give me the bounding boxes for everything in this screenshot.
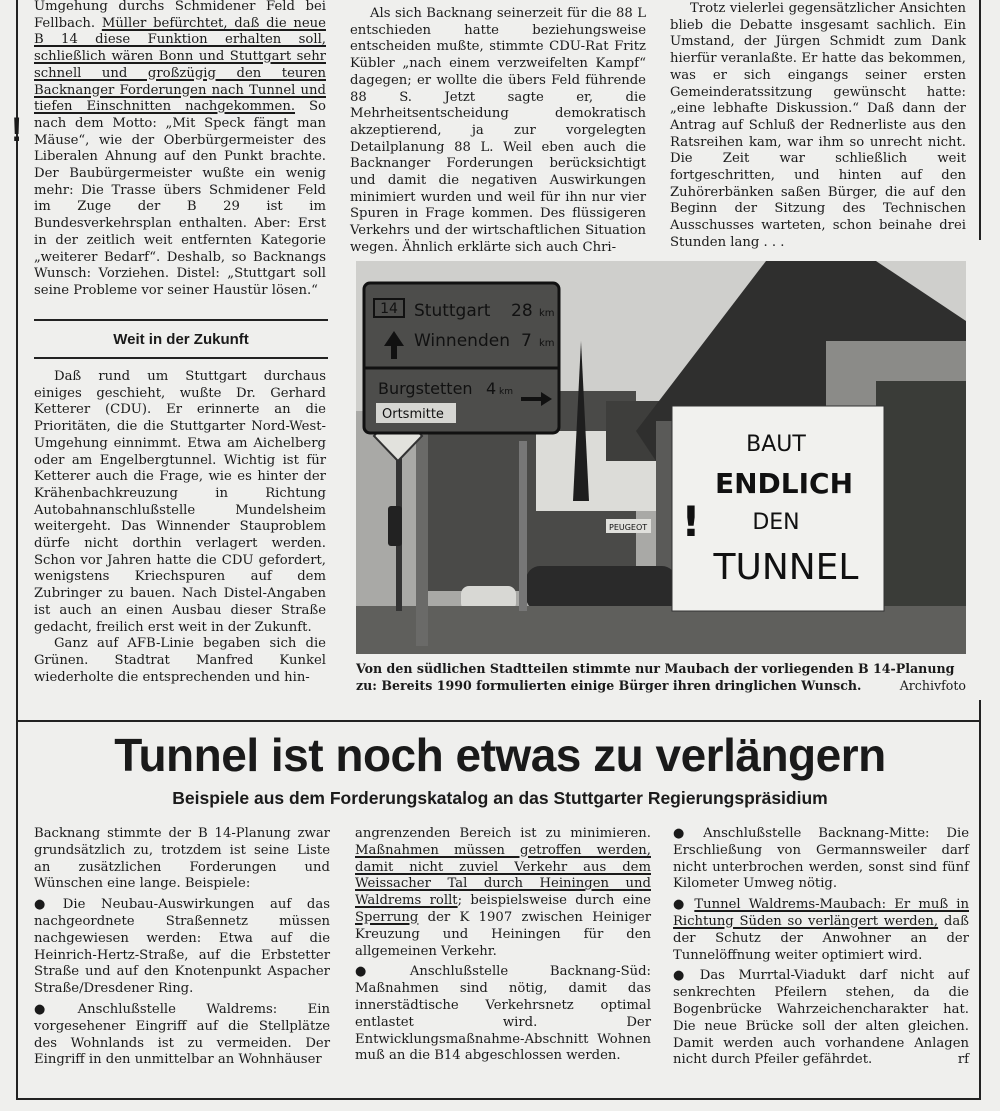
- sign-destination-3: Burgstetten: [378, 379, 473, 398]
- box-headline: Tunnel ist noch etwas zu verlängern: [114, 729, 886, 781]
- list-item: ● Das Murrtal-Viadukt darf nicht auf senkrechten Pfeilern stehen, da die Bogenbrücke Wahrzeichencharakter hat. Die neue Brücke soll der alten gleichen. Damit werden auch vorhandene Anlagen nicht durch Pfeiler gefährdet.: [673, 968, 969, 1069]
- sign-destination-1: Stuttgart: [414, 301, 491, 321]
- list-item: [673, 897, 969, 964]
- right-column-rule: [979, 0, 981, 240]
- underlined-word: Sperrung: [355, 909, 419, 925]
- article-column-1-continued: [34, 369, 326, 686]
- route-number: 14: [380, 301, 398, 317]
- paragraph: Backnang stimmte der B 14-Planung zwar grundsätzlich zu, trotzdem ist seine Liste an zusätzlichen Forderungen und Wünschen eine lange. Beispiele:: [34, 826, 330, 892]
- author-signature: rf: [957, 1052, 969, 1068]
- paragraph: Daß rund um Stuttgart durchaus einiges geschieht, wußte Dr. Gerhard Ketterer (CDU). Er erinnerte an die Prioritäten, die die Stuttgarter Nord-West-Umgehung einnimmt. Etwa am Aichelberg oder am Engelbergtunnel. Wichtig ist für Ketterer auch die Frage, wie es hinter der Krähenbachkreuzung in Richtung Autobahnanschlußstelle Mundelsheim weitergeht. Das Winnender Stauproblem dürfe nicht dorthin verlagert werden. Schon vor Jahren hatte die CDU gefordert, wenigstens Kriechspuren auf dem Zubringer zu bauen. Nach Distel-Angaben ist auch an einen Ausbau dieser Straße gedacht, freilich erst weit in der Zukunft.: [34, 369, 326, 635]
- text: So nach dem Motto: „Mit Speck fängt man Mäuse“, wie der Oberbürgermeister des Liberalen Ahnung auf den Punkt brachte. Der Baubürgermeister wußte ein wenig mehr: Die Trasse übers Schmidener Feld im Zuge der B 29 ist im Bundesverkehrsplan enthalten. Aber: Erst in der zeitlich weit entfernten Kategorie „weiterer Bedarf“. Deshalb, so Backnangs Wunsch: Vorziehen. Distel: „Stuttgart soll seine Probleme vor seiner Haustür lösen.“: [34, 99, 326, 298]
- shop-sign: PEUGEOT: [609, 523, 648, 532]
- underlined-passage: Tunnel Waldrems-Maubach: Er muß in Richtung Süden so verlängert werden,: [673, 897, 970, 929]
- exclamation-mark-icon: !: [681, 497, 701, 546]
- caption-text: Von den südlichen Stadtteilen stimmte nur Maubach der vorliegenden B 14-Planung zu: Bereits 1990 formulierten einige Bürger ihren dringlichen Wunsch.: [356, 661, 955, 693]
- subheading-rule-bottom: [34, 357, 328, 359]
- article-column-2: [350, 6, 646, 257]
- sign-unit-3: km: [499, 387, 513, 397]
- protest-line-1: BAUT: [746, 432, 806, 457]
- sign-unit-1: km: [539, 308, 555, 319]
- paragraph: Als sich Backnang seinerzeit für die 88 L entschieden hatte beziehungsweise entscheiden mußte, stimmte CDU-Rat Fritz Kübler „nach einem verzweifelten Kampf“ dagegen; er wollte die übers Feld führende 88 S. Jetzt sagte er, die Mehrheitsentscheidung demokratisch akzeptierend, ja zur vorgelegten Detailplanung 88 L. Weil eben auch die Backnanger Forderungen berücksichtigt und damit die negativen Auswirkungen minimiert wurden und weil für ihn nur vier Spuren in Frage kommen. Des flüssigeren Verkehrs und der wirtschaftlichen Situation wegen. Ähnlich erklärte sich auch Chri-: [350, 6, 646, 255]
- protest-line-4: TUNNEL: [713, 547, 859, 588]
- photo-caption: [356, 660, 966, 694]
- article-column-3: [670, 1, 966, 252]
- sign-destination-2: Winnenden: [414, 331, 510, 351]
- left-column-rule: [16, 0, 18, 720]
- subheading-rule-top: [34, 319, 328, 321]
- subheading: Weit in der Zukunft: [113, 331, 249, 348]
- box-column-1: [34, 826, 330, 1073]
- text: angrenzenden Bereich ist zu minimieren.: [355, 826, 651, 841]
- text: der K 1907 zwischen Heiniger Kreuzung und Heiningen für den allgemeinen Verkehr.: [355, 909, 651, 959]
- sign-distance-1: 28: [511, 301, 533, 321]
- list-item: ● Die Neubau-Auswirkungen auf das nachgeordnete Straßennetz müssen nachgewiesen werden: Etwa auf die Heinrich-Hertz-Straße, auf die Erbstetter Straße und auf den Knotenpunkt Aspacher Straße/Dresdener Ring.: [34, 897, 330, 998]
- article-column-1: [34, 0, 326, 300]
- list-item: ● Anschlußstelle Backnang-Mitte: Die Erschließung von Germannsweiler darf nicht unterbrochen werden, sonst sind fünf Kilometer Umweg nötig.: [673, 826, 969, 893]
- paragraph: Ganz auf AFB-Linie begaben sich die Grünen. Stadtrat Manfred Kunkel wiederholte die entsprechenden und hin-: [34, 636, 326, 685]
- protest-line-3: DEN: [752, 510, 800, 535]
- sign-distance-2: 7: [521, 331, 532, 351]
- box-column-2: [355, 826, 651, 1069]
- sign-distance-3: 4: [486, 379, 497, 398]
- underlined-passage: Müller befürchtet, daß die neue B 14 diese Funktion erhalten soll, schließlich wären Bonn und Stuttgart sehr schnell und großzügig den teuren Backnanger Forderungen nach Tunnel und tiefen Einschnitten nachgekommen.: [34, 15, 326, 115]
- sign-local-label: Ortsmitte: [382, 407, 444, 422]
- text: ; beispielsweise durch eine: [457, 893, 651, 909]
- photo-scene: [356, 261, 966, 654]
- photo-credit: Archivfoto: [899, 678, 966, 693]
- underlined-passage: Maßnahmen müssen getroffen werden, damit nicht zuviel Verkehr aus dem Weissacher Tal durch Heiningen und Waldrems rollt: [355, 842, 651, 909]
- paragraph: [34, 0, 326, 300]
- box-left-border: [16, 720, 18, 1100]
- box-subheadline: Beispiele aus dem Forderungskatalog an das Stuttgarter Regierungspräsidium: [172, 788, 828, 808]
- paragraph: [355, 826, 651, 960]
- text: Umgehung durchs Schmidener Feld bei Fellbach.: [34, 0, 326, 31]
- margin-exclamation-mark: !: [11, 111, 23, 149]
- sign-unit-2: km: [539, 338, 555, 349]
- paragraph: Trotz vielerlei gegensätzlicher Ansichten blieb die Debatte insgesamt sachlich. Ein Umstand, der Jürgen Schmidt zum Dank hierfür veranlaßte. Er hatte das bekommen, was er sich eingangs seiner ersten Gemeinderatssitzung gewünscht hatte: „eine lebhafte Diskussion.“ Daß dann der Antrag auf Schluß der Rednerliste aus den Ratsreihen kam, war ihm so unrecht nicht. Die Zeit war schließlich weit fortgeschritten, und hinten auf den Zuhörerbänken saßen Bürger, die auf den Beginn der Sitzung des Technischen Ausschusses warteten, schon beinahe drei Stunden lang . . .: [670, 1, 966, 250]
- box-bottom-border: [16, 1098, 981, 1100]
- list-item: ● Anschlußstelle Waldrems: Ein vorgesehener Eingriff auf die Stellplätze des Wohnlands ist zu vermeiden. Der Eingriff in den unmittelbar an Wohnhäuser: [34, 1002, 330, 1069]
- list-item: ● Anschlußstelle Backnang-Süd: Maßnahmen sind nötig, damit das innerstädtische Verkehrsnetz optimal entlastet wird. Der Entwicklungsmaßnahme-Abschnitt Wohnen muß an die B14 abgeschlossen werden.: [355, 964, 651, 1065]
- box-column-3: [673, 826, 969, 1069]
- text: daß der Schutz der Anwohner an der Tunnelöffnung weiter optimiert wird.: [673, 913, 969, 963]
- news-photo: [356, 261, 966, 654]
- protest-line-2: ENDLICH: [714, 467, 854, 500]
- box-top-border: [16, 720, 981, 722]
